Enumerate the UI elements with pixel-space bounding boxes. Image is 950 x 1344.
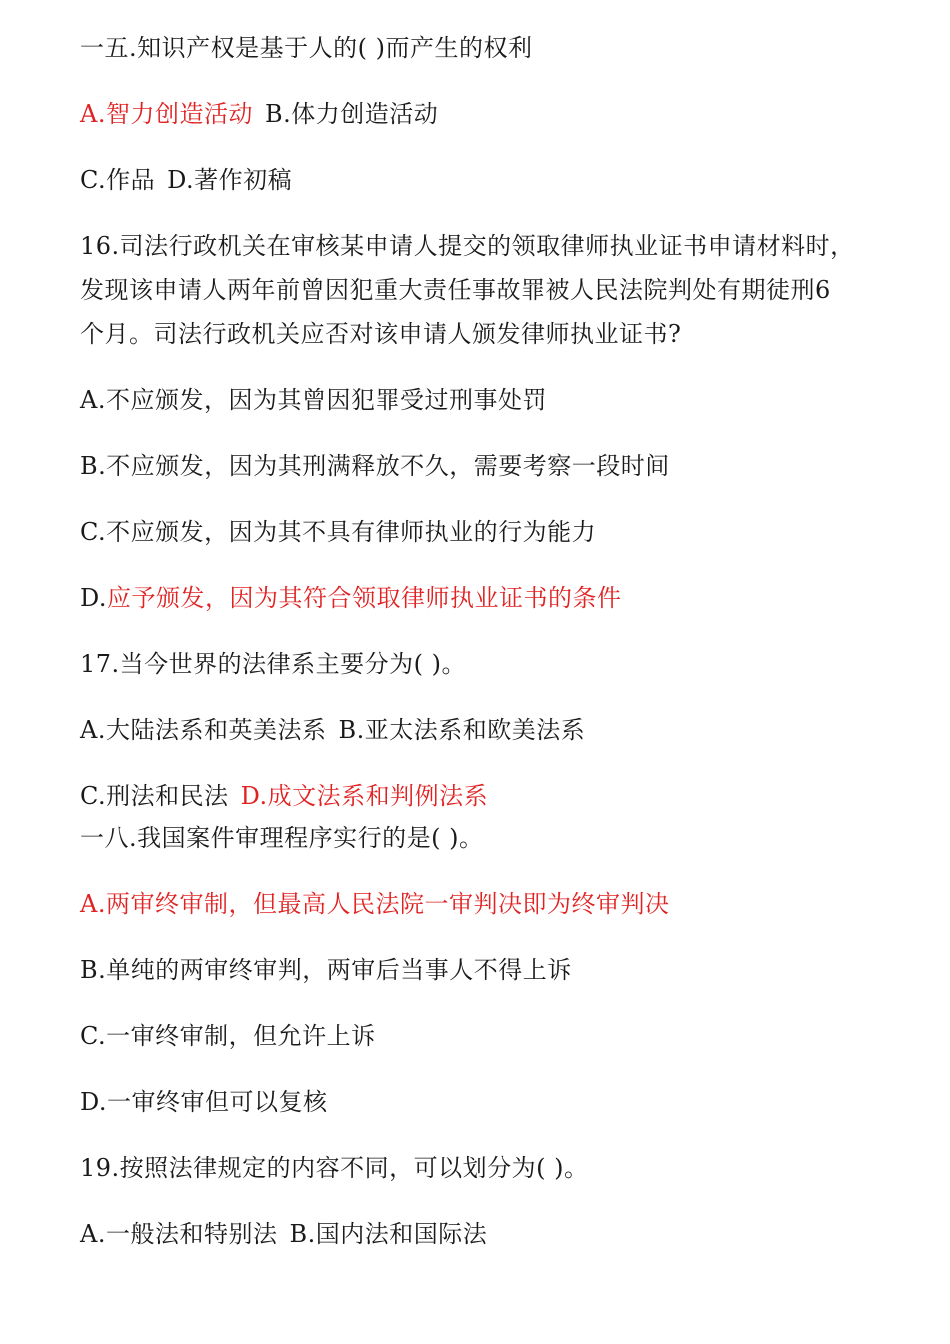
question-19-options-ab [80, 1218, 890, 1250]
question-16-option-c-text: C.不应颁发，因为其不具有律师执业的行为能力 [80, 518, 597, 546]
question-18-option-b [80, 954, 890, 986]
question-18-option-c [80, 1020, 890, 1052]
question-15-stem [80, 32, 890, 64]
question-16-option-b-text: B.不应颁发，因为其刑满释放不久，需要考察一段时间 [80, 452, 670, 480]
question-17-options-ab [80, 714, 890, 746]
question-15-stem-text: 一五.知识产权是基于人的( )而产生的权利 [80, 34, 533, 62]
question-15-option-a-answer: A.智力创造活动 [80, 100, 253, 128]
question-18-option-b-text: B.单纯的两审终审判，两审后当事人不得上诉 [80, 956, 572, 984]
question-18-stem-text: 一八.我国案件审理程序实行的是( )。 [80, 824, 484, 852]
question-15-option-d: D.著作初稿 [167, 166, 293, 194]
question-16-option-d-answer: 应予颁发，因为其符合领取律师执业证书的条件 [107, 584, 622, 612]
question-16-option-b [80, 450, 890, 482]
question-15-option-c: C.作品 [80, 166, 156, 194]
question-18-option-a-answer: A.两审终审制，但最高人民法院一审判决即为终审判决 [80, 890, 670, 918]
question-19-stem-text: 19.按照法律规定的内容不同，可以划分为( )。 [80, 1154, 589, 1182]
question-15-options-cd [80, 164, 890, 196]
question-16-option-d [80, 582, 890, 614]
question-16-stem-line-3 [80, 318, 890, 350]
question-16-stem-text-3: 个月。司法行政机关应否对该申请人颁发律师执业证书? [80, 320, 682, 348]
question-15-option-b: B.体力创造活动 [264, 100, 439, 128]
question-16-option-a-text: A.不应颁发，因为其曾因犯罪受过刑事处罚 [80, 386, 547, 414]
question-17-option-d-answer: D.成文法系和判例法系 [240, 782, 489, 810]
question-17-stem-text: 17.当今世界的法律系主要分为( )。 [80, 650, 467, 678]
question-18-option-d [80, 1086, 890, 1118]
question-16-option-d-prefix: D. [80, 584, 108, 612]
question-17-option-a: A.大陆法系和英美法系 [80, 716, 327, 744]
question-17-option-b: B.亚太法系和欧美法系 [338, 716, 586, 744]
question-19-stem [80, 1152, 890, 1184]
question-18-option-c-text: C.一审终审制，但允许上诉 [80, 1022, 376, 1050]
question-19-option-b: B.国内法和国际法 [289, 1220, 488, 1248]
question-17-option-c: C.刑法和民法 [80, 782, 229, 810]
question-16-stem-text-1: 16.司法行政机关在审核某申请人提交的领取律师执业证书申请材料时， [80, 232, 855, 260]
question-16-option-a [80, 384, 890, 416]
question-18-stem [80, 822, 890, 854]
question-16-stem-text-2: 发现该申请人两年前曾因犯重大责任事故罪被人民法院判处有期徒刑6 [80, 276, 831, 304]
question-16-stem-line-1 [80, 230, 890, 262]
question-16-stem-line-2 [80, 274, 890, 306]
question-17-stem [80, 648, 890, 680]
question-15-options-ab [80, 98, 890, 130]
question-16-option-c [80, 516, 890, 548]
question-18-option-a [80, 888, 890, 920]
question-17-options-cd [80, 780, 890, 812]
question-19-option-a: A.一般法和特别法 [80, 1220, 278, 1248]
question-18-option-d-text: D.一审终审但可以复核 [80, 1088, 328, 1116]
